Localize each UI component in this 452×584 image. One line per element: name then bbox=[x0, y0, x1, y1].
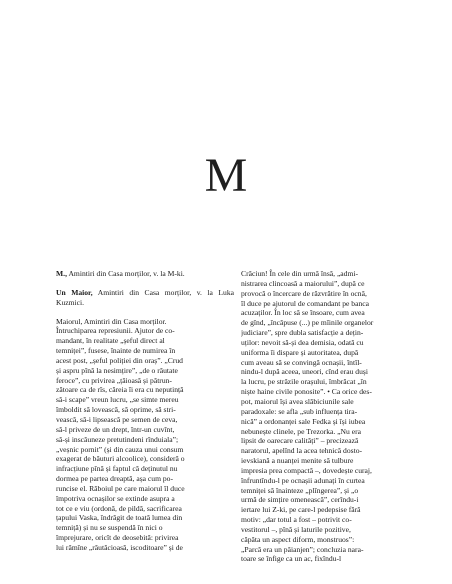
entry-m bbox=[56, 269, 234, 279]
text-line: Crăciun! În cele din urmă însă, „admi- bbox=[241, 269, 359, 278]
text-line: vestitorul –, pînă și laturile pozitive, bbox=[241, 524, 351, 534]
text-line: paradoxale: se afla „sub influența tira- bbox=[241, 406, 358, 416]
text-line: să-l priveze de un drept, într-un cuvînt, bbox=[56, 424, 175, 434]
text-line: lipsit de oarecare calități” – precizează bbox=[241, 436, 359, 446]
text-line: ievskiană a nuanței menite să tulbure bbox=[241, 456, 354, 466]
text-line: să-i scape” vreun lucru, „se simte mereu bbox=[56, 395, 179, 405]
text-line: nistrarea clincoasă a maiorului”, după ce bbox=[241, 278, 365, 288]
text-line: să-și inscăuneze pretutindeni rînduiala”; bbox=[56, 434, 179, 444]
text-line: pot, maiorul își avea slăbiciunile sale bbox=[241, 396, 354, 406]
text-line: cum aveau să se convingă ocnașii, întîl- bbox=[241, 357, 362, 367]
text-line: înfruntîndu-l pe ocnașii adunați în curtea bbox=[241, 475, 365, 485]
text-line: exagerat de băuturi alcoolice), consideră o bbox=[56, 454, 185, 464]
entry-un-maior bbox=[56, 288, 234, 308]
text-line: tot ce e viu (ordonă, de pildă, sacrificarea bbox=[56, 503, 182, 513]
text-line: împrejurare, oricît de deosebită: privirea bbox=[56, 533, 179, 543]
text-line: lui rămîne „răutăcioasă, iscoditoare” și de bbox=[56, 542, 183, 552]
text-line: temniței să înainteze „plîngerea”, și „o bbox=[241, 485, 359, 495]
text-line: temniță) și nu se suspendă în nici o bbox=[56, 523, 163, 533]
entry-text: Amintiri din Casa morților, v. la M-ki. bbox=[66, 269, 185, 278]
left-column bbox=[56, 269, 234, 562]
text-line: nebunește clinele, pe Trezorka. „Nu era bbox=[241, 426, 361, 436]
text-line: acest post, „șeful poliției din oraș”. „Crud bbox=[56, 355, 183, 365]
text-line: feroce”, cu privirea „țâioasă și pătrun- bbox=[56, 375, 172, 385]
text-line: uniforma îi dispare și autoritatea, după bbox=[241, 347, 359, 357]
text-line: căpăta un aspect diform, monstruos”: bbox=[241, 534, 355, 544]
text-line: judiciare”, spre dubla satisfacție a dețin- bbox=[241, 328, 364, 338]
text-line: dormea pe partea dreaptă, așa cum po- bbox=[56, 474, 174, 484]
text-line: motiv: „dar totul a fost – potrivit co- bbox=[241, 515, 352, 525]
text-line: Maiorul, Amintiri din Casa morților. bbox=[56, 316, 167, 326]
text-line: Întruchiparea represiunii. Ajutor de co- bbox=[56, 326, 175, 336]
text-line: vească, să-i lipsească pe semen de ceva, bbox=[56, 414, 178, 424]
text-line: „veșnic pornit” (și din cauza unui consum bbox=[56, 444, 184, 454]
entry-text: Amintiri din Casa morților, v. la Luka Kuzmici. bbox=[56, 287, 234, 307]
text-line: nică” a ordonanței sale Fedka și își iubea bbox=[241, 416, 366, 426]
entry-head: Un Maior, bbox=[56, 287, 93, 297]
text-line: nindu-l după aceea, uneori, cînd erau duși bbox=[241, 367, 368, 377]
entry-head: M., bbox=[56, 269, 67, 278]
text-line: uților: nevoit să-și dea demisia, odată cu bbox=[241, 337, 364, 347]
text-line: și aspru pînă la nesimțire”, „de o răutate bbox=[56, 365, 178, 375]
entry-maiorul bbox=[56, 317, 234, 553]
text-line: de gînd, „încăpuse (...) pe mîinile organelor bbox=[241, 318, 374, 328]
text-line: runcise el. Răboiul pe care maiorul îl duce bbox=[56, 483, 185, 493]
text-line: iertare lui Z-ki, pe care-l pedepsise fără bbox=[241, 505, 361, 515]
text-line: îmboldit să lovească, să oprime, să stri- bbox=[56, 405, 176, 415]
text-line: naratorul, apelînd la acea tehnică dosto- bbox=[241, 446, 363, 456]
text-line: infracțiune pînă și faptul că deținutul nu bbox=[56, 464, 178, 474]
text-line: țapului Vaska, îndrăgit de toată lumea din bbox=[56, 513, 183, 523]
text-line: „Parcă era un păianjen”; concluzia nara- bbox=[241, 544, 364, 554]
text-line: toare se înfige ca un ac, fixîndu-l bbox=[241, 554, 342, 564]
right-column bbox=[241, 269, 419, 564]
text-line: impresia prea compactă –, dovedește curaj, bbox=[241, 465, 372, 475]
text-line: zătoare ca de rîs, căreia îi era cu neputință bbox=[56, 385, 184, 395]
text-line: la lucru, pe străzile orașului, îmbrăcat „în bbox=[241, 377, 367, 387]
text-line: acuzaților. În loc să se însoare, cum avea bbox=[241, 308, 365, 318]
text-line: provocă o încercare de răzvrătire în ocnă, bbox=[241, 288, 367, 298]
text-line: temniței”, fusese, înainte de numirea în bbox=[56, 346, 176, 356]
text-line: îl duce pe ajutorul de comandant pe banca bbox=[241, 298, 369, 308]
section-letter: M bbox=[204, 149, 248, 202]
text-line: niște haine civile ponosite”. • Ca orice des- bbox=[241, 387, 372, 397]
text-line: urmă de simțire omenească”, cerîndu-i bbox=[241, 495, 359, 505]
text-line: împotriva ocnașilor se extinde asupra a bbox=[56, 493, 175, 503]
text-line: mandant, în realitate „șeful direct al bbox=[56, 336, 165, 346]
